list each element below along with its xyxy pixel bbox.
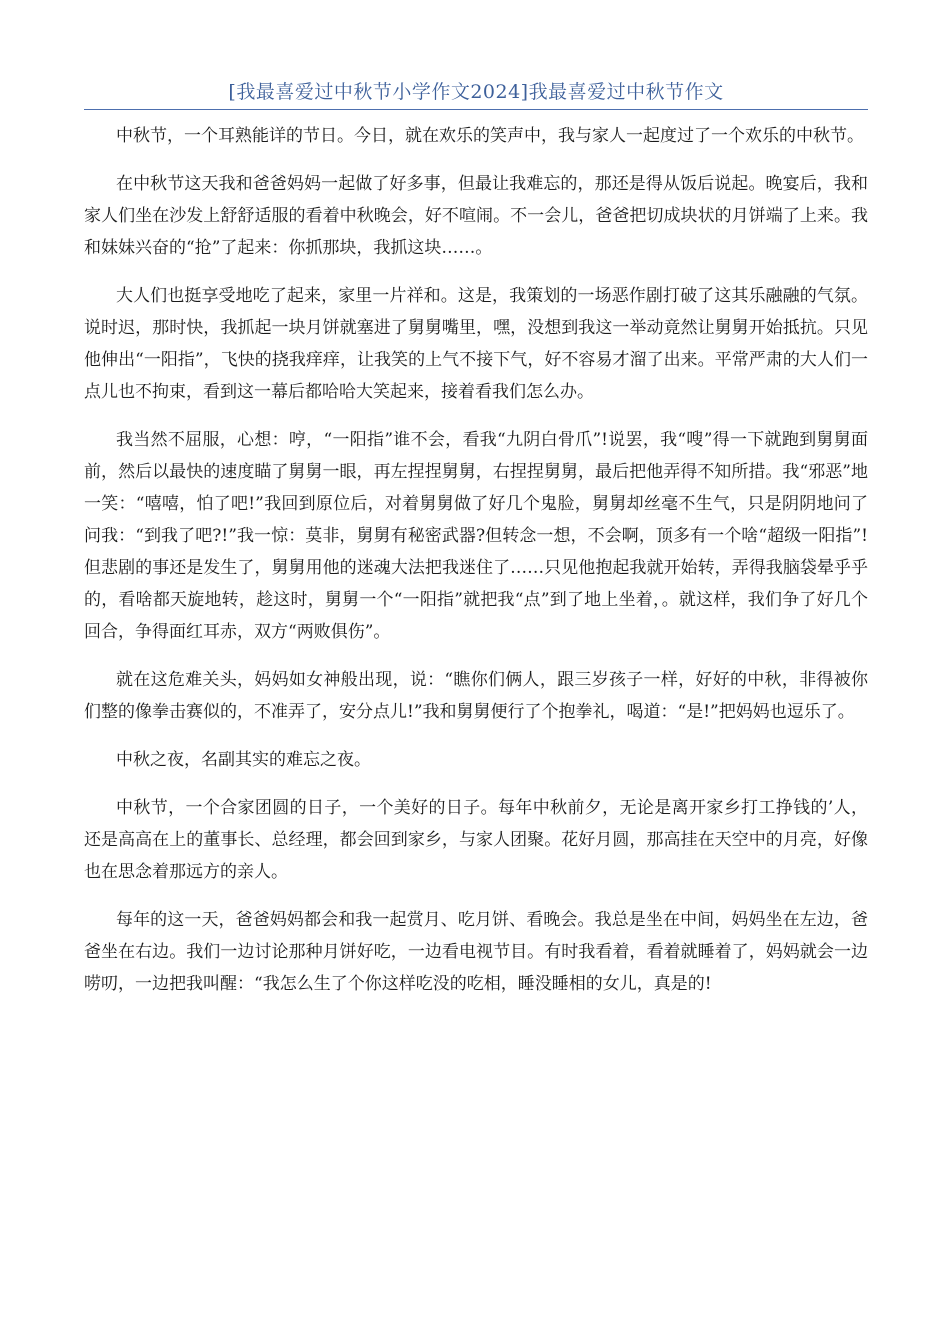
paragraph: 就在这危难关头，妈妈如女神般出现，说：“瞧你们俩人，跟三岁孩子一样，好好的中秋，非得被你们整的像拳击赛似的，不准弄了，安分点儿!”我和舅舅便行了个抱拳礼，喝道：“是!”把妈妈也逗乐了。 <box>84 670 868 722</box>
paragraph: 大人们也挺享受地吃了起来，家里一片祥和。这是，我策划的一场恶作剧打破了这其乐融融的气氛。说时迟，那时快，我抓起一块月饼就塞进了舅舅嘴里，嘿，没想到我这一举动竟然让舅舅开始抵抗。只见他伸出“一阳指”，飞快的挠我痒痒，让我笑的上气不接下气，好不容易才溜了出来。平常严肃的大人们一点儿也不拘束，看到这一幕后都哈哈大笑起来，接着看我们怎么办。 <box>84 286 868 402</box>
paragraph: 在中秋节这天我和爸爸妈妈一起做了好多事，但最让我难忘的，那还是得从饭后说起。晚宴后，我和家人们坐在沙发上舒舒适服的看着中秋晚会，好不喧闹。不一会儿，爸爸把切成块状的月饼端了上来。我和妹妹兴奋的“抢”了起来：你抓那块，我抓这块……。 <box>84 174 868 258</box>
paragraph: 中秋节，一个耳熟能详的节日。今日，就在欢乐的笑声中，我与家人一起度过了一个欢乐的中秋节。 <box>116 126 864 146</box>
paragraph: 我当然不屈服，心想：哼，“一阳指”谁不会，看我“九阴白骨爪”!说罢，我“嗖”得一下就跑到舅舅面前，然后以最快的速度瞄了舅舅一眼，再左捏捏舅舅，右捏捏舅舅，最后把他弄得不知所措。我“邪恶”地一笑：“嘻嘻，怕了吧!”我回到原位后，对着舅舅做了好几个鬼脸，舅舅却丝毫不生气，只是阴阴地问了问我：“到我了吧?!”我一惊：莫非，舅舅有秘密武器?但转念一想，不会啊，顶多有一个啥“超级一阳指”!但悲剧的事还是发生了，舅舅用他的迷魂大法把我迷住了……只见他抱起我就开始转，弄得我脑袋晕乎乎的，看啥都天旋地转，趁这时，舅舅一个“一阳指”就把我“点”到了地上坐着，。就这样，我们争了好几个回合，争得面红耳赤，双方“两败俱伤”。 <box>84 430 868 642</box>
header-title: [我最喜爱过中秋节小学作文2024]我最喜爱过中秋节作文 <box>228 81 724 103</box>
paragraph: 中秋节，一个合家团圆的日子，一个美好的日子。每年中秋前夕，无论是离开家乡打工挣钱的’人，还是高高在上的董事长、总经理，都会回到家乡，与家人团聚。花好月圆，那高挂在天空中的月亮，好像也在思念着那远方的亲人。 <box>84 798 868 882</box>
paragraph: 每年的这一天，爸爸妈妈都会和我一起赏月、吃月饼、看晚会。我总是坐在中间，妈妈坐在左边，爸爸坐在右边。我们一边讨论那种月饼好吃，一边看电视节目。有时我看着，看着就睡着了，妈妈就会一边唠叨，一边把我叫醒：“我怎么生了个你这样吃没的吃相，睡没睡相的女儿，真是的! <box>84 910 868 994</box>
article-body <box>84 120 868 1016</box>
paragraph: 中秋之夜，名副其实的难忘之夜。 <box>116 750 371 770</box>
header-divider <box>84 109 868 110</box>
